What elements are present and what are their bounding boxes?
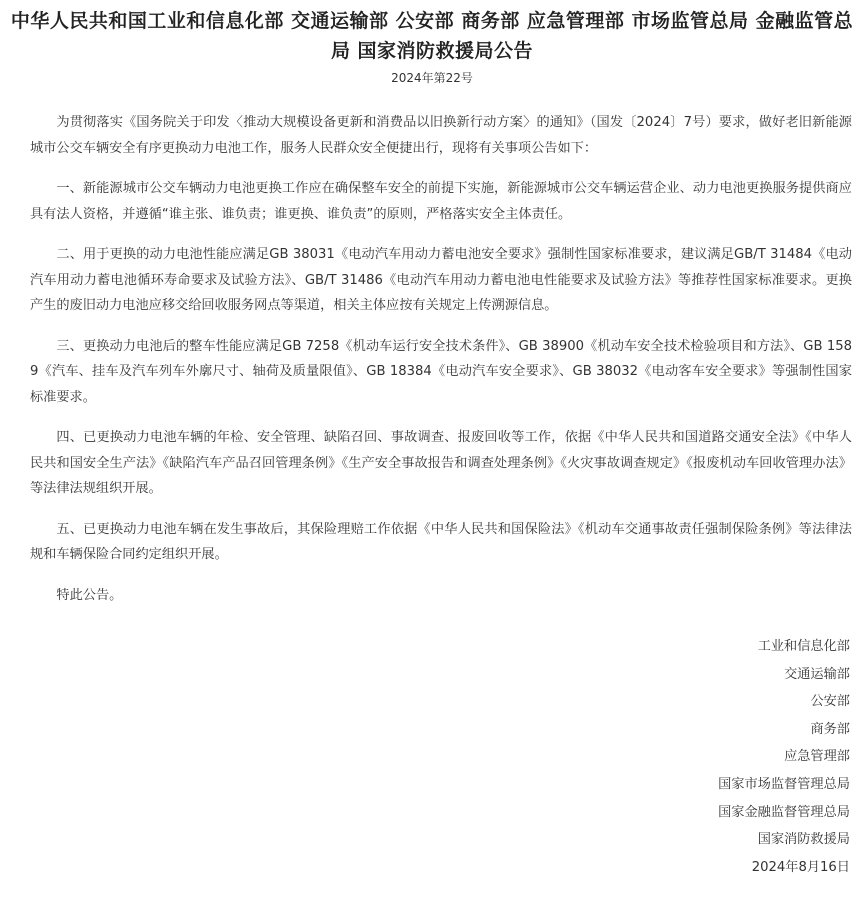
announcement-date: 2024年8月16日 — [751, 859, 850, 875]
intro-paragraph: 为贯彻落实《国务院关于印发〈推动大规模设备更新和消费品以旧换新行动方案〉的通知》（国发〔2024〕7号）要求，做好老旧新能源城市公交车辆安全有序更换动力电池工作，服务人民群众安全便捷出行，现将有关事项公告如下： — [30, 115, 852, 156]
signatory-mofcom: 商务部 — [810, 721, 850, 737]
signatory-mps: 公安部 — [810, 694, 850, 710]
signature-block — [718, 633, 850, 881]
clause-2-paragraph: 二、用于更换的动力电池性能应满足GB 38031《电动汽车用动力蓄电池安全要求》强制性国家标准要求，建议满足GB/T 31484《电动汽车用动力蓄电池循环寿命要求及试验方法》、GB/T 31486《电动汽车用动力蓄电池电性能要求及试验方法》等推荐性国家标准要求。更换产生的废旧动力电池应移交给回收服务网点等渠道，相关主体应按有关规定上传溯源信息。 — [30, 247, 852, 313]
signatory-nfra: 国家金融监督管理总局 — [718, 804, 850, 820]
announcement-title: 中华人民共和国工业和信息化部 交通运输部 公安部 商务部 应急管理部 市场监管总局 金融监管总局 国家消防救援局公告 — [10, 10, 854, 62]
document-number: 2024年第22号 — [391, 71, 473, 85]
announcement-body — [30, 110, 852, 623]
signatory-mem: 应急管理部 — [784, 749, 850, 765]
signatory-mot: 交通运输部 — [784, 666, 850, 682]
signatory-samr: 国家市场监督管理总局 — [718, 776, 850, 792]
closing-statement: 特此公告。 — [56, 587, 123, 603]
clause-3-paragraph: 三、更换动力电池后的整车性能应满足GB 7258《机动车运行安全技术条件》、GB 38900《机动车安全技术检验项目和方法》、GB 1589《汽车、挂车及汽车列车外廓尺寸、轴荷及质量限值》、GB 18384《电动汽车安全要求》、GB 38032《电动客车安全要求》等强制性国家标准要求。 — [30, 338, 852, 405]
signatory-fire-rescue: 国家消防救援局 — [757, 832, 850, 848]
clause-1-paragraph: 一、新能源城市公交车辆动力电池更换工作应在确保整车安全的前提下实施，新能源城市公交车辆运营企业、动力电池更换服务提供商应具有法人资格，并遵循“谁主张、谁负责；谁更换、谁负责”的原则，严格落实安全主体责任。 — [30, 181, 852, 222]
clause-4-paragraph: 四、已更换动力电池车辆的年检、安全管理、缺陷召回、事故调查、报废回收等工作，依据《中华人民共和国道路交通安全法》《中华人民共和国安全生产法》《缺陷汽车产品召回管理条例》《生产安全事故报告和调查处理条例》《火灾事故调查规定》《报废机动车回收管理办法》等法律法规组织开展。 — [30, 430, 852, 496]
clause-5-paragraph: 五、已更换动力电池车辆在发生事故后，其保险理赔工作依据《中华人民共和国保险法》《机动车交通事故责任强制保险条例》等法律法规和车辆保险合同约定组织开展。 — [30, 521, 852, 562]
signatory-miit: 工业和信息化部 — [757, 639, 850, 654]
